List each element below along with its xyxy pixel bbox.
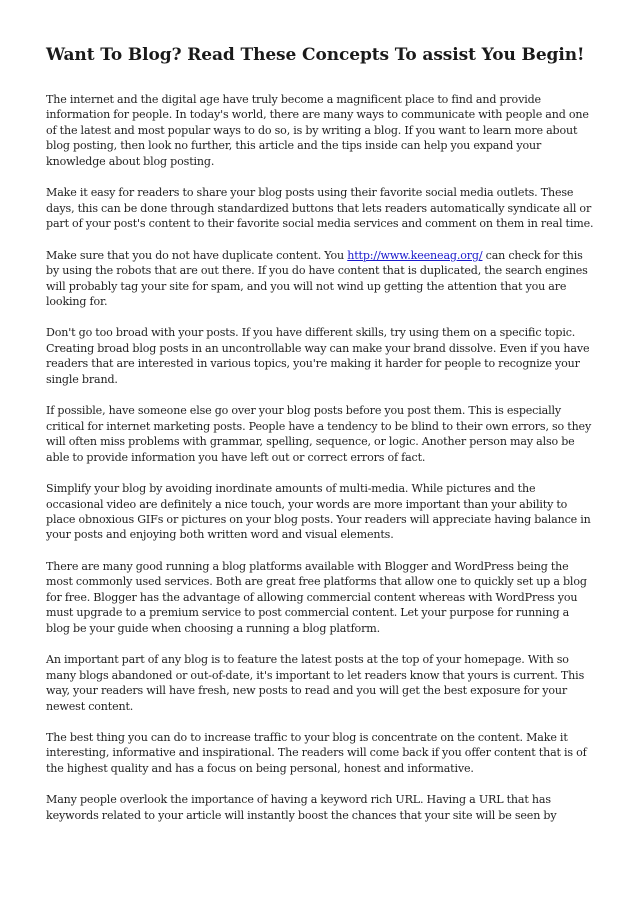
paragraph-keyword-url: Many people overlook the importance of having a keyword rich URL. Having a URL that has keywords related to your article will instantly boost the chances that your site will be seen by <box>46 793 557 822</box>
paragraph-social-sharing: Make it easy for readers to share your blog posts using their favorite social media outlets. These days, this can be done through standardized buttons that lets readers automatically syndicate all or part of your post's content to their favorite social media services and comment on them in real time. <box>46 186 594 231</box>
keeneag-link[interactable]: http://www.keeneag.org/ <box>347 248 483 262</box>
paragraph-platforms: There are many good running a blog platforms available with Blogger and WordPress being the most commonly used services. Both are great free platforms that allow one to quickly set up a blog for free. Blogger has the advantage of allowing commercial content whereas with WordPress you must upgrade to a premium service to post commercial content. Let your purpose for running a blog be your guide when choosing a running a blog platform. <box>46 559 587 635</box>
paragraph-content-focus: The best thing you can do to increase traffic to your blog is concentrate on the content. Make it interesting, informative and inspirational. The readers will come back if you offer content that is of the highest quality and has a focus on being personal, honest and informative. <box>46 730 587 775</box>
paragraph-broad-posts: Don't go too broad with your posts. If you have different skills, try using them on a specific topic. Creating broad blog posts in an uncontrollable way can make your brand dissolve. Even if you have readers that are interested in various topics, you're making it harder for people to recognize your single brand. <box>46 326 590 386</box>
paragraph-duplicate-content <box>46 248 594 310</box>
paragraph-latest-posts: An important part of any blog is to feature the latest posts at the top of your homepage. With so many blogs abandoned or out-of-date, it's important to let readers know that yours is current. This way, your readers will have fresh, new posts to read and you will get the best exposure for your newest content. <box>46 653 585 713</box>
document-page <box>46 44 594 839</box>
paragraph-link-before: Make sure that you do not have duplicate content. You <box>46 248 348 262</box>
paragraph-multimedia: Simplify your blog by avoiding inordinate amounts of multi-media. While pictures and the occasional video are definitely a nice touch, your words are more important than your ability to place obnoxious GIFs or pictures on your blog posts. Your readers will appreciate having balance in your posts and enjoying both written word and visual elements. <box>46 482 591 542</box>
paragraph-link-after: can check for this by using the robots that are out there. If you do have content that is duplicated, the search engines will probably tag your site for spam, and you will not wind up getting the attention that you are looking for. <box>46 248 588 308</box>
paragraph-proofreading: If possible, have someone else go over your blog posts before you post them. This is especially critical for internet marketing posts. People have a tendency to be blind to their own errors, so they will often miss problems with grammar, spelling, sequence, or logic. Another person may also be able to provide information you have left out or correct errors of fact. <box>46 404 592 464</box>
paragraph-intro: The internet and the digital age have truly become a magnificent place to find and provide information for people. In today's world, there are many ways to communicate with people and one of the latest and most popular ways to do so, is by writing a blog. If you want to learn more about blog posting, then look no further, this article and the tips inside can help you expand your knowledge about blog posting. <box>46 93 589 168</box>
page-title: Want To Blog? Read These Concepts To assist You Begin! <box>46 45 585 65</box>
